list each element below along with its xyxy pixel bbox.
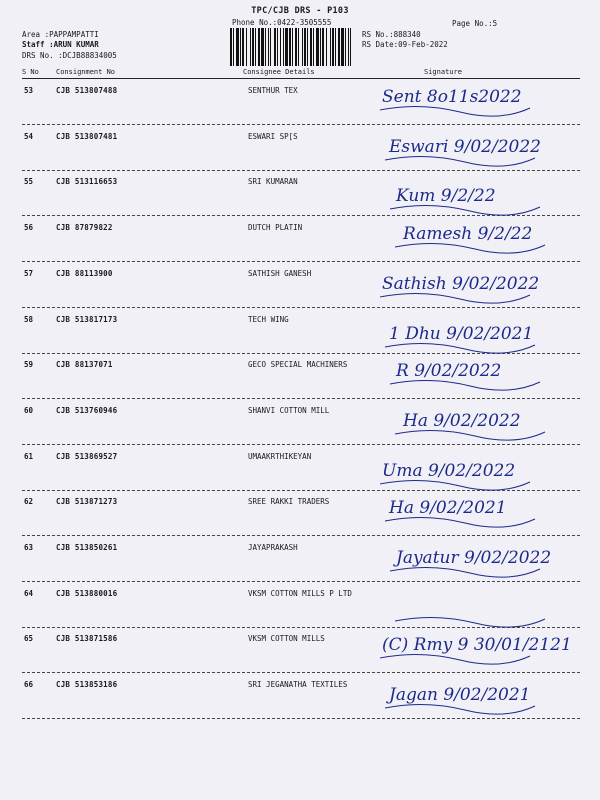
signature-text: Uma 9/02/2022 bbox=[382, 460, 516, 481]
row-consignee: GECO SPECIAL MACHINERS bbox=[248, 360, 348, 370]
row-consignment: CJB 513853186 bbox=[56, 680, 118, 690]
page-number: Page No.:5 bbox=[452, 19, 498, 28]
row-consignee: SENTHUR TEX bbox=[248, 86, 298, 95]
row-consignment: CJB 88113900 bbox=[56, 268, 113, 278]
signature-text: Ha 9/02/2022 bbox=[403, 410, 521, 431]
signature-text: Ramesh 9/2/22 bbox=[403, 224, 533, 245]
signature-text: Sent 8o11s2022 bbox=[382, 87, 522, 107]
row-sno: 53 bbox=[24, 86, 34, 95]
row-sno: 56 bbox=[24, 223, 34, 233]
row-sno: 58 bbox=[24, 314, 34, 324]
row-sno: 65 bbox=[24, 634, 34, 644]
row-sno: 54 bbox=[24, 131, 34, 141]
row-consignment: CJB 513869527 bbox=[56, 451, 118, 461]
row-consignee: JAYAPRAKASH bbox=[248, 543, 298, 552]
row-consignment: CJB 513116653 bbox=[56, 177, 118, 187]
signature-text: R 9/02/2022 bbox=[396, 361, 502, 382]
row-sno: 63 bbox=[24, 543, 34, 552]
document-title: TPC/CJB DRS - P103 bbox=[251, 6, 349, 16]
row-consignee: SHANVI COTTON MILL bbox=[248, 405, 330, 415]
row-consignee: ESWARI SP[S bbox=[248, 131, 298, 141]
col-header-consignee: Consignee Details bbox=[243, 68, 315, 76]
row-consignee: SREE RAKKI TRADERS bbox=[248, 497, 330, 507]
signature-text: (C) Rmy 9 30/01/2121 bbox=[382, 635, 572, 656]
rs-number: RS No.:888340 bbox=[362, 30, 421, 39]
row-consignee: SRI JEGANATHA TEXTILES bbox=[248, 680, 348, 690]
area-label: Area :PAPPAMPATTI bbox=[22, 30, 99, 39]
row-consignee: SATHISH GANESH bbox=[248, 268, 312, 278]
signature-stroke bbox=[395, 244, 545, 254]
signature-stroke bbox=[385, 518, 535, 528]
signature-stroke bbox=[380, 106, 530, 116]
signature-stroke bbox=[380, 655, 530, 665]
row-consignee: VKSM COTTON MILLS P LTD bbox=[248, 588, 352, 598]
signature-text: 1 Dhu 9/02/2021 bbox=[389, 323, 534, 344]
phone-number: Phone No.:0422-3505555 bbox=[232, 18, 332, 27]
staff-label: Staff :ARUN KUMAR bbox=[22, 40, 99, 49]
signature-text: Kum 9/2/22 bbox=[396, 186, 496, 207]
row-sno: 66 bbox=[24, 680, 34, 690]
row-consignment: CJB 87879822 bbox=[56, 223, 113, 233]
row-sno: 57 bbox=[24, 268, 34, 278]
rs-date: RS Date:09-Feb-2022 bbox=[362, 40, 448, 49]
row-sno: 62 bbox=[24, 497, 34, 507]
drs-number: DRS No. :DCJB88834005 bbox=[22, 51, 117, 60]
table-row bbox=[0, 680, 600, 726]
row-consignment: CJB 513871273 bbox=[56, 497, 118, 507]
signature-text: Sathish 9/02/2022 bbox=[382, 273, 540, 294]
barcode-image bbox=[230, 28, 352, 66]
signature-ink bbox=[370, 666, 580, 726]
row-consignment: CJB 513850261 bbox=[56, 543, 118, 552]
row-consignment: CJB 513817173 bbox=[56, 314, 118, 324]
row-consignment: CJB 88137071 bbox=[56, 360, 113, 370]
row-sno: 61 bbox=[24, 451, 34, 461]
signature-stroke bbox=[385, 705, 535, 715]
col-header-sno: S No bbox=[22, 68, 39, 76]
col-header-consignment: Consignment No bbox=[56, 68, 116, 76]
row-sno: 60 bbox=[24, 405, 34, 415]
signature-text: Jagan 9/02/2021 bbox=[389, 685, 531, 706]
row-consignee: TECH WING bbox=[248, 314, 289, 324]
row-sno: 55 bbox=[24, 177, 34, 187]
row-consignment: CJB 513807481 bbox=[56, 131, 118, 141]
row-consignment: CJB 513871586 bbox=[56, 634, 118, 644]
signature-text: Jayatur 9/02/2022 bbox=[396, 548, 552, 568]
row-consignee: UMAAKRTHIKEYAN bbox=[248, 451, 312, 461]
signature-text: Ha 9/02/2021 bbox=[389, 498, 507, 519]
col-header-signature: Signature bbox=[424, 68, 462, 76]
row-sno: 64 bbox=[24, 588, 34, 598]
row-consignee: SRI KUMARAN bbox=[248, 177, 298, 187]
signature-stroke bbox=[390, 381, 540, 391]
row-sno: 59 bbox=[24, 360, 34, 370]
row-consignee: VKSM COTTON MILLS bbox=[248, 634, 325, 644]
row-consignment: CJB 513807488 bbox=[56, 86, 118, 95]
row-consignee: DUTCH PLATIN bbox=[248, 223, 303, 233]
row-consignment: CJB 513760946 bbox=[56, 405, 118, 415]
signature-text: Eswari 9/02/2022 bbox=[389, 136, 541, 157]
row-consignment: CJB 513880016 bbox=[56, 588, 118, 598]
